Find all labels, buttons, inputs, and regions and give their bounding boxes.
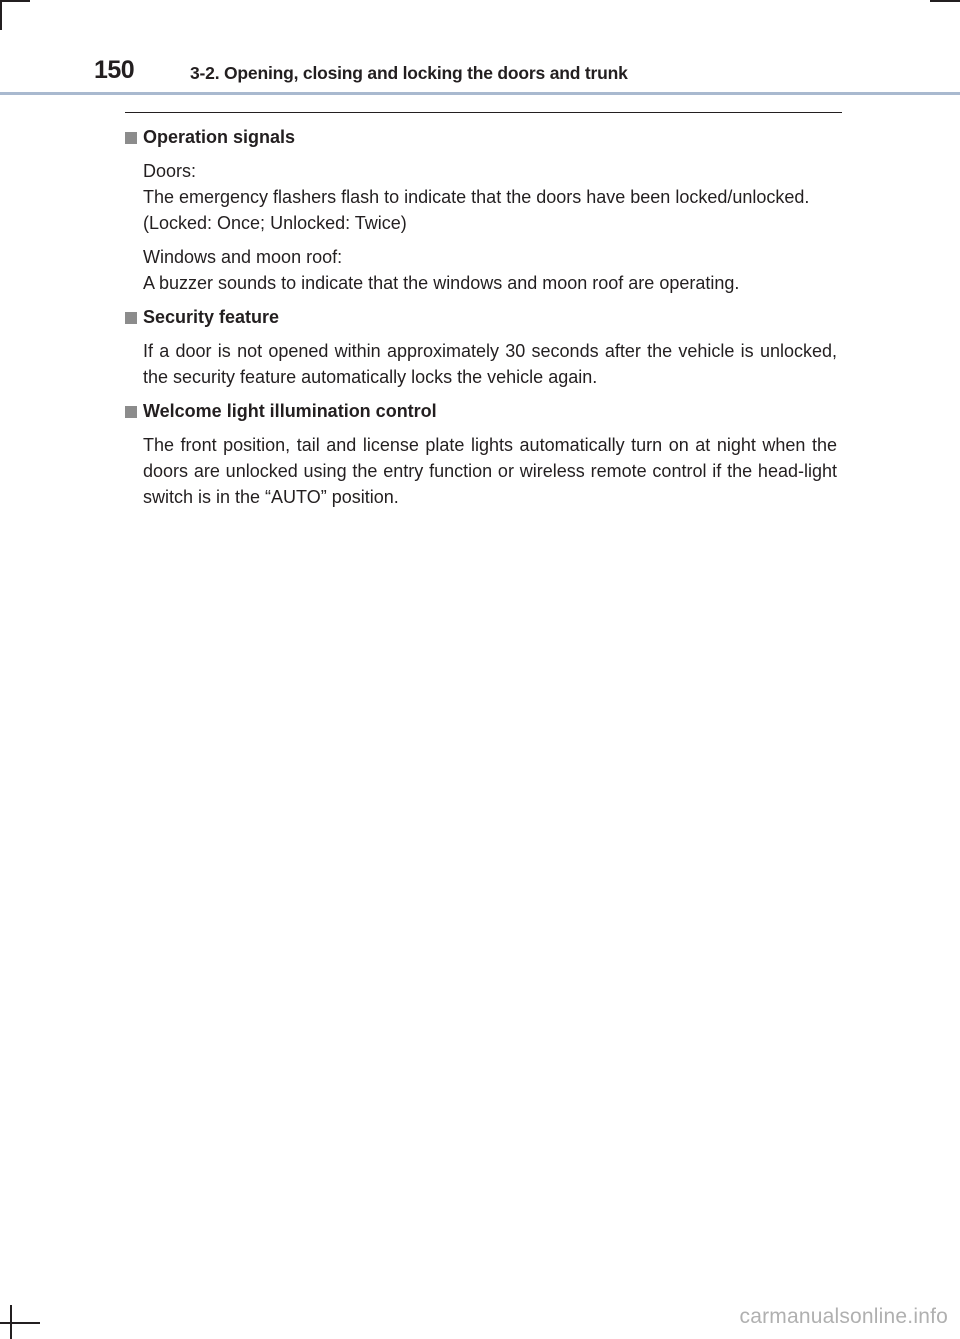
crop-mark-bottom-left-horizontal xyxy=(0,1322,40,1324)
section-heading-operation-signals xyxy=(125,124,837,150)
welcome-light-paragraph: The front position, tail and license plate lights automatically turn on at night when the doors are unlocked using the entry function or wireless remote control if the head-light switch is in the “AUTO” position. xyxy=(143,435,837,507)
doors-description: The emergency flashers flash to indicate that the doors have been locked/unlocked. xyxy=(143,187,810,207)
crop-mark-top-left-vertical xyxy=(0,0,2,30)
header-rule xyxy=(0,92,960,95)
windows-label: Windows and moon roof: xyxy=(143,247,343,267)
windows-description: A buzzer sounds to indicate that the windows and moon roof are operating. xyxy=(143,273,740,293)
doors-signal-counts: (Locked: Once; Unlocked: Twice) xyxy=(143,213,407,233)
doors-paragraph xyxy=(143,158,837,236)
page-content xyxy=(125,124,837,518)
heading-text: Operation signals xyxy=(143,127,296,147)
crop-mark-top-right-horizontal xyxy=(930,0,960,2)
square-bullet-icon xyxy=(125,406,137,418)
watermark: carmanualsonline.info xyxy=(739,1305,948,1328)
section-heading-security-feature xyxy=(125,304,837,330)
square-bullet-icon xyxy=(125,312,137,324)
page-number: 150 xyxy=(94,56,135,84)
section-heading-welcome-light xyxy=(125,398,837,424)
page-header xyxy=(94,56,944,90)
doors-label: Doors: xyxy=(143,161,197,181)
square-bullet-icon xyxy=(125,132,137,144)
security-feature-paragraph: If a door is not opened within approximately 30 seconds after the vehicle is unlocked, the security feature automatically locks the vehicle again. xyxy=(143,341,837,387)
content-rule xyxy=(125,112,842,113)
heading-text: Security feature xyxy=(143,307,280,327)
windows-paragraph xyxy=(143,244,837,296)
crop-mark-top-left-horizontal xyxy=(0,0,30,2)
section-title: 3-2. Opening, closing and locking the doors and trunk xyxy=(190,63,628,83)
heading-text: Welcome light illumination control xyxy=(143,401,437,421)
